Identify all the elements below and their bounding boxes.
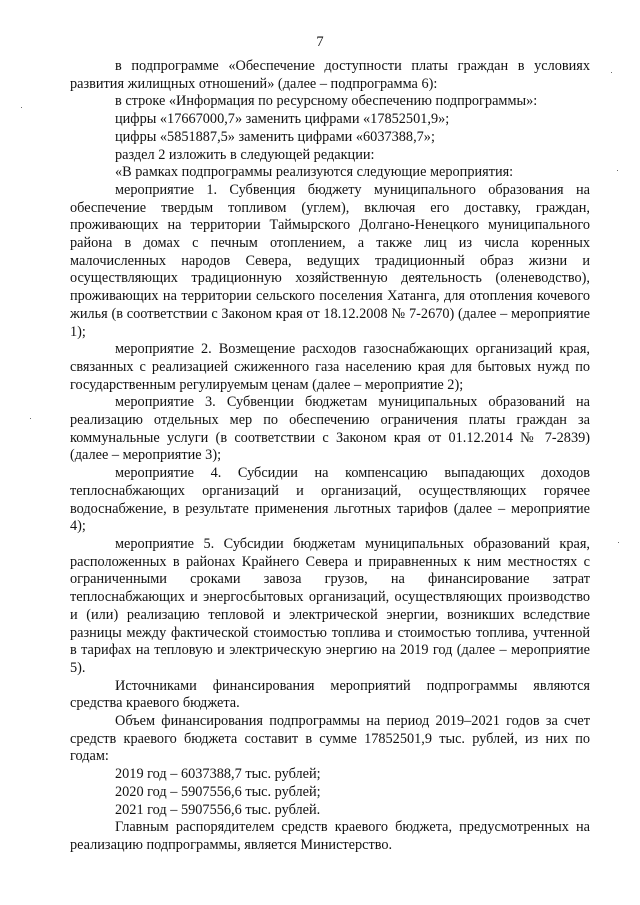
paragraph-main-manager: Главным распорядителем средств краевого бюджета, предусмотренных на реализацию подпрограммы, является Министерство. <box>70 819 590 853</box>
paragraph-year-2019: 2019 год – 6037388,7 тыс. рублей; <box>115 766 321 783</box>
paragraph-funding-sources: Источниками финансирования мероприятий подпрограммы являются средства краевого бюджета. <box>70 677 590 712</box>
paragraph-resource-row: в строке «Информация по ресурсному обеспечению подпрограммы»: <box>115 93 538 110</box>
scan-speck <box>611 72 612 73</box>
scan-speck <box>30 418 31 419</box>
paragraph-year-2020: 2020 год – 5907556,6 тыс. рублей; <box>115 783 321 800</box>
paragraph-activity-4: мероприятие 4. Субсидии на компенсацию выпадающих доходов теплоснабжающих организаций и организаций, осуществляющих горячее водоснабжение, в результате применения льготных тарифов (далее – мероприятие 4); <box>70 465 590 535</box>
paragraph-funding-volume: Объем финансирования подпрограммы на период 2019–2021 годов за счет средств краевого бюджета составит в сумме 17852501,9 тыс. рублей, из них по годам: <box>70 713 590 765</box>
paragraph-activity-3: мероприятие 3. Субвенции бюджетам муниципальных образований на реализацию отдельных мер по обеспечению ограничения платы граждан за коммунальные услуги (в соответствии с Законом края от 01.12.2014 № 7-2839) (далее – мероприятие 3); <box>70 394 590 464</box>
scan-speck <box>21 107 22 108</box>
paragraph-activity-5: мероприятие 5. Субсидии бюджетам муниципальных образований края, расположенных в районах Крайнего Севера и приравненных к ним местностях с ограниченными сроками завоза грузов, на финансирование затрат теплоснабжающих и энергосбытовых организаций, осуществляющих производство и (или) реализацию тепловой и электрической энергии, возникших вследствие разницы между фактической стоимостью топлива и стоимостью топлива, учтенной в тарифах на тепловую и электрическую энергию на 2019 год (далее – мероприятие 5). <box>70 535 590 676</box>
paragraph-replace-2019: цифры «5851887,5» заменить цифрами «6037388,7»; <box>115 128 435 145</box>
paragraph-year-2021: 2021 год – 5907556,6 тыс. рублей. <box>115 801 321 818</box>
paragraph-activities-intro: «В рамках подпрограммы реализуются следующие мероприятия: <box>115 164 514 181</box>
document-body <box>70 58 590 855</box>
paragraph-activity-2: мероприятие 2. Возмещение расходов газоснабжающих организаций края, связанных с реализацией сжиженного газа населению края для бытовых нужд по государственным регулируемым ценам (далее – мероприятие 2); <box>70 341 590 393</box>
paragraph-activity-1: мероприятие 1. Субвенция бюджету муниципального образования на обеспечение твердым топливом (углем), включая его доставку, граждан, проживающих на территории Таймырского Долгано-Ненецкого муниципального района в домах с печным отоплением, а также лиц из числа коренных малочисленных народов Севера, ведущих традиционный образ жизни и осуществляющих традиционную хозяйственную деятельность (оленеводство), проживающих на территории сельского поселения Хатанга, для отопления кочевого жилья (в соответствии с Законом края от 18.12.2008 № 7-2670) (далее – мероприятие 1); <box>70 181 590 340</box>
scan-speck <box>617 170 618 171</box>
paragraph-subprogram-6-intro: в подпрограмме «Обеспечение доступности платы граждан в условиях развития жилищных отношений» (далее – подпрограмма 6): <box>70 58 590 92</box>
paragraph-section-2: раздел 2 изложить в следующей редакции: <box>115 146 375 163</box>
paragraph-replace-total: цифры «17667000,7» заменить цифрами «17852501,9»; <box>115 111 450 128</box>
scan-speck <box>618 542 619 543</box>
page-number: 7 <box>316 34 324 50</box>
